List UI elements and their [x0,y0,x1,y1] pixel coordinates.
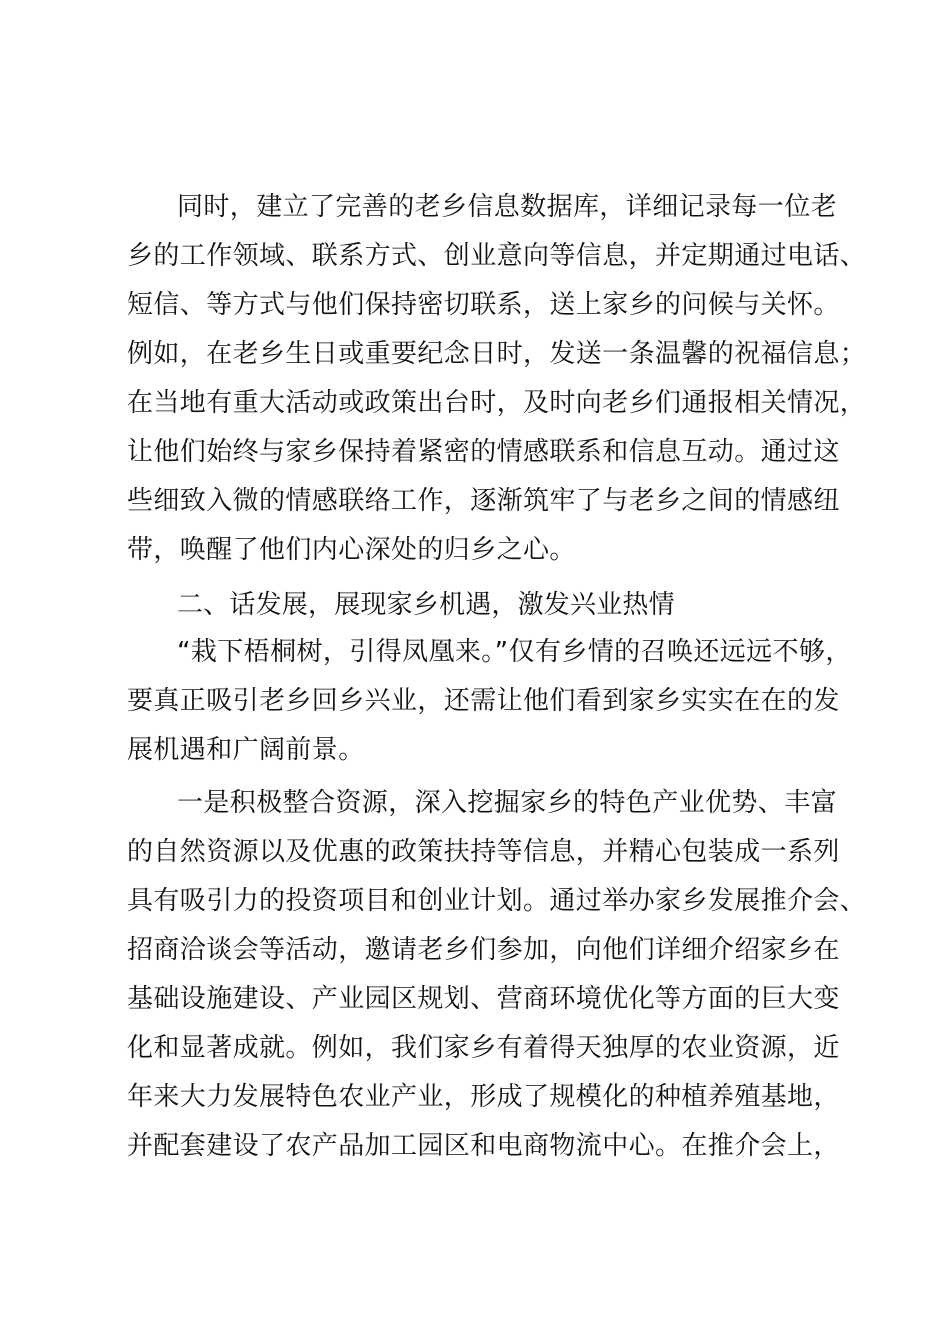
paragraph-line: 招商洽谈会等活动，邀请老乡们参加，向他们详细介绍家乡在 [127,935,840,965]
paragraph-line: 并配套建设了农产品加工园区和电商物流中心。在推介会上， [127,1131,840,1161]
paragraph-line: 展机遇和广阔前景。 [127,735,365,765]
paragraph-line: 乡的工作领域、联系方式、创业意向等信息，并定期通过电话、 [127,241,867,271]
paragraph-line: 同时，建立了完善的老乡信息数据库，详细记录每一位老 [177,192,838,222]
paragraph-line: 带，唤醒了他们内心深处的归乡之心。 [127,535,576,565]
paragraph-line: 具有吸引力的投资项目和创业计划。通过举办家乡发展推介会、 [127,886,867,916]
paragraph-line: 基础设施建设、产业园区规划、营商环境优化等方面的巨大变 [127,984,840,1014]
section-heading: 二、话发展，展现家乡机遇，激发兴业热情 [177,590,675,620]
paragraph-line: 让他们始终与家乡保持着紧密的情感联系和信息互动。通过这 [127,437,840,467]
paragraph-line: 化和显著成就。例如，我们家乡有着得天独厚的农业资源，近 [127,1033,840,1063]
paragraph-line: 些细致入微的情感联络工作，逐渐筑牢了与老乡之间的情感纽 [127,486,840,516]
paragraph-line: 短信、等方式与他们保持密切联系，送上家乡的问候与关怀。 [127,290,840,320]
paragraph-line: 的自然资源以及优惠的政策扶持等信息，并精心包装成一系列 [127,837,840,867]
paragraph-line: 一是积极整合资源，深入挖掘家乡的特色产业优势、丰富 [177,788,838,818]
paragraph-line: 年来大力发展特色农业产业，形成了规模化的种植养殖基地， [127,1082,840,1112]
paragraph-line: 在当地有重大活动或政策出台时，及时向老乡们通报相关情况， [127,388,867,418]
paragraph-line: 例如，在老乡生日或重要纪念日时，发送一条温馨的祝福信息； [127,339,867,369]
paragraph-line: “栽下梧桐树，引得凤凰来。”仅有乡情的召唤还远远不够， [177,637,852,667]
paragraph-line: 要真正吸引老乡回乡兴业，还需让他们看到家乡实实在在的发 [127,686,840,716]
